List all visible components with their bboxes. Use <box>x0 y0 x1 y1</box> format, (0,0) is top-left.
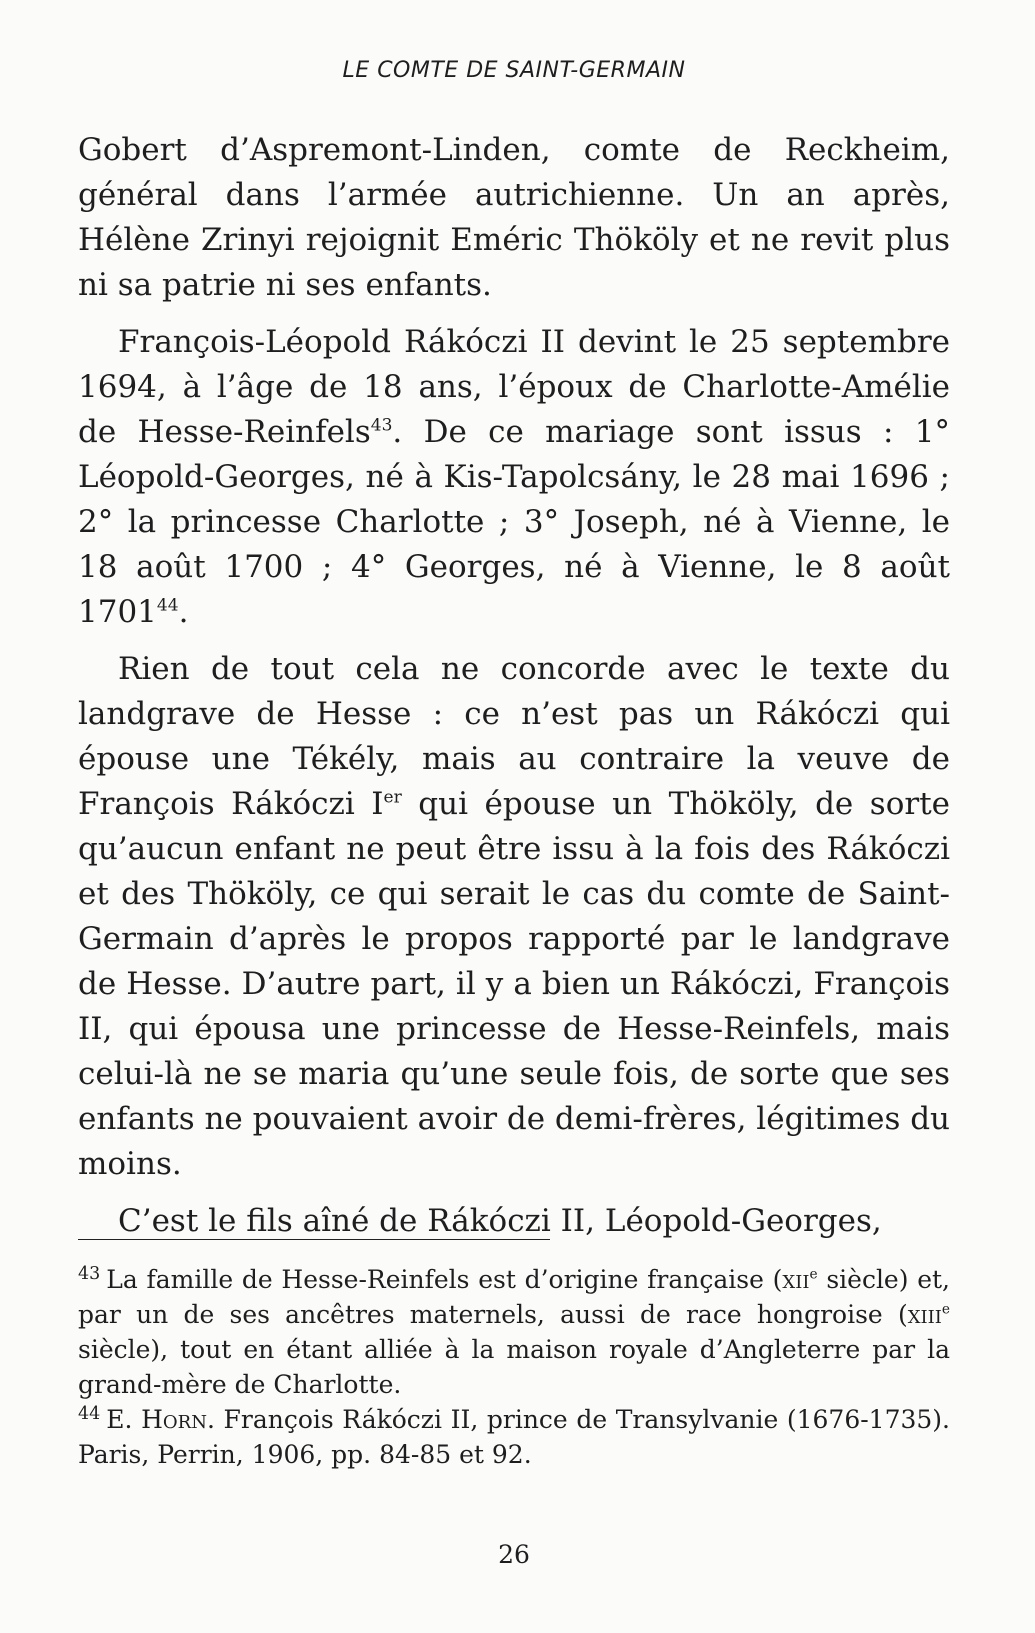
footnote-44-text-a: E. <box>106 1405 142 1434</box>
footnote-43-text-a: La famille de Hesse-Reinfels est d’origine française ( <box>106 1265 783 1294</box>
footnote-separator <box>78 1239 550 1240</box>
paragraph-3-text-b: qui épouse un Thököly, de sorte qu’aucun enfant ne peut être issu à la fois des Rákóczi et des Thököly, ce qui serait le cas du comte de Saint-Germain d’après le propos rapporté par le landgrave de Hesse. D’autre part, il y a bien un Rákóczi, François II, qui épousa une princesse de Hesse-Reinfels, mais celui-là ne se maria qu’une seule fois, de sorte que ses enfants ne pouvaient avoir de demi-frères, légitimes du moins. <box>78 786 951 1182</box>
century-superscript-13: e <box>941 1301 950 1318</box>
footnote-number-43: 43 <box>78 1263 101 1284</box>
paragraph-3 <box>78 647 950 1187</box>
footnote-44 <box>78 1402 950 1472</box>
footnote-43-text-b: siècle) et, par un de ses ancêtres maternels, aussi de race hongroise ( <box>78 1265 950 1329</box>
paragraph-2-text-b: . De ce mariage sont issus : 1° Léopold-Georges, né à Kis-Tapolcsány, le 28 mai 1696 ; 2° la princesse Charlotte ; 3° Joseph, né à Vienne, le 18 août 1700 ; 4° Georges, né à Vienne, le 8 août 1701 <box>78 414 950 630</box>
footnotes <box>78 1262 950 1472</box>
ordinal-superscript: er <box>383 787 402 808</box>
paragraph-3-text-a: Rien de tout cela ne concorde avec le texte du landgrave de Hesse : ce n’est pas un Rákóczi qui épouse une Tékély, mais au contraire la veuve de François Rákóczi I <box>78 651 950 822</box>
paragraph-2-text-c: . <box>178 594 189 630</box>
book-page <box>78 0 950 1633</box>
footnote-ref-44[interactable]: 44 <box>156 595 179 616</box>
paragraph-2 <box>78 320 950 635</box>
century-numeral-13: xiii <box>907 1300 942 1329</box>
footnote-43-text-c: siècle), tout en étant alliée à la maison royale d’Angleterre par la grand-mère de Charlotte. <box>78 1335 950 1399</box>
paragraph-2-text-a: François-Léopold Rákóczi II devint le 25 septembre 1694, à l’âge de 18 ans, l’époux de Charlotte-Amélie de Hesse-Reinfels <box>78 324 950 450</box>
page-number: 26 <box>498 1540 530 1569</box>
footnote-number-44: 44 <box>78 1403 101 1424</box>
century-superscript-12: e <box>809 1266 818 1283</box>
paragraph-4: C’est le fils aîné de Rákóczi II, Léopold-Georges, <box>118 1203 882 1239</box>
running-title: LE COMTE DE SAINT-GERMAIN <box>342 58 686 83</box>
footnote-44-text-b: . François Rákóczi II, prince de Transylvanie (1676-1735). Paris, Perrin, 1906, pp. 84-85 et 92. <box>78 1405 950 1469</box>
body-text <box>78 128 950 1256</box>
footnote-ref-43[interactable]: 43 <box>370 415 393 436</box>
century-numeral-12: xii <box>782 1265 810 1294</box>
author-name: Horn <box>141 1405 207 1434</box>
footnote-43 <box>78 1262 950 1402</box>
paragraph-1: Gobert d’Aspremont-Linden, comte de Reckheim, général dans l’armée autrichienne. Un an après, Hélène Zrinyi rejoignit Eméric Thököly et ne revit plus ni sa patrie ni ses enfants. <box>78 132 950 303</box>
